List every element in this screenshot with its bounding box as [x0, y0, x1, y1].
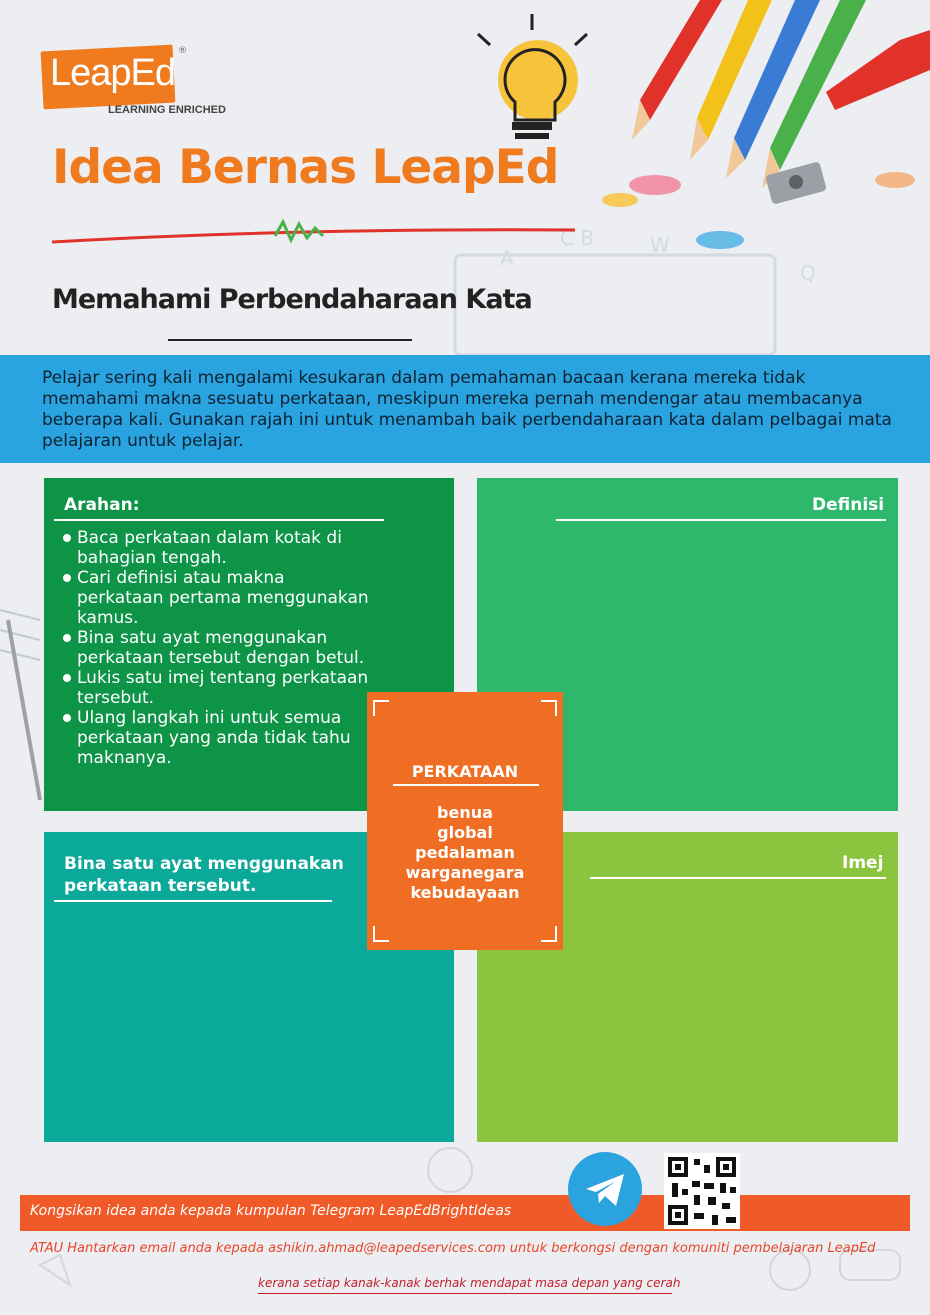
light-bulb-icon	[478, 14, 587, 139]
tagline-underline	[258, 1293, 672, 1294]
arahan-heading: Arahan:	[64, 495, 140, 515]
svg-text:Q: Q	[800, 261, 816, 285]
word-item: warganegara	[405, 863, 525, 882]
list-item: Lukis satu imej tentang perkataan tersebut.	[60, 668, 370, 708]
arahan-underline	[54, 519, 384, 521]
perkataan-box	[367, 692, 563, 950]
svg-text:C B: C B	[560, 226, 595, 250]
word-list	[367, 803, 563, 903]
ayat-underline	[54, 900, 332, 902]
definisi-heading: Definisi	[812, 495, 885, 515]
logo-brand: LeapEd	[50, 52, 176, 94]
perkataan-heading: PERKATAAN	[411, 762, 519, 781]
corner-mark	[541, 700, 557, 716]
imej-underline	[590, 877, 886, 879]
corner-mark	[373, 700, 389, 716]
notebook-illustration	[0, 610, 40, 800]
imej-heading: Imej	[842, 853, 884, 873]
definisi-underline	[556, 519, 886, 521]
email-instruction: ATAU Hantarkan email anda kepada ashikin.ahmad@leapedservices.com untuk berkongsi dengan komuniti pembelajaran LeapEd	[30, 1241, 876, 1256]
list-item: Ulang langkah ini untuk semua perkataan yang anda tidak tahu maknanya.	[60, 708, 370, 768]
instruction-list	[60, 528, 370, 768]
footer-tagline: kerana setiap kanak-kanak berhak mendapat masa depan yang cerah	[258, 1276, 681, 1290]
logo-registered: ®	[178, 46, 187, 56]
page-subtitle: Memahami Perbendaharaan Kata	[52, 284, 532, 315]
page-title: Idea Bernas LeapEd	[52, 140, 559, 195]
qr-code[interactable]	[664, 1153, 740, 1229]
pencil-shavings	[602, 172, 915, 249]
word-item: pedalaman	[415, 843, 515, 862]
qr-code-icon	[664, 1153, 740, 1229]
telegram-invite: Kongsikan idea anda kepada kumpulan Telegram LeapEdBrightIdeas	[30, 1203, 512, 1219]
telegram-plane-icon	[568, 1152, 642, 1226]
word-item: global	[437, 823, 493, 842]
list-item: Bina satu ayat menggunakan perkataan tersebut dengan betul.	[60, 628, 370, 668]
intro-text: Pelajar sering kali mengalami kesukaran dalam pemahaman bacaan kerana mereka tidak memahami makna sesuatu perkataan, meskipun mereka pernah mendengar atau membacanya beberapa kali. Gunakan rajah ini untuk menambah baik perbendaharaan kata dalam pelbagai mata pelajaran untuk pelajar.	[42, 368, 892, 451]
logo-tagline: LEARNING ENRICHED	[108, 104, 226, 116]
perkataan-underline	[393, 784, 539, 786]
telegram-icon[interactable]	[568, 1152, 642, 1226]
word-item: benua	[437, 803, 493, 822]
corner-mark	[541, 926, 557, 942]
corner-mark	[373, 926, 389, 942]
svg-text:A: A	[500, 246, 514, 270]
pencils-illustration	[632, 0, 930, 188]
ayat-heading: Bina satu ayat menggunakan perkataan tersebut.	[64, 854, 344, 896]
list-item: Cari definisi atau makna perkataan pertama menggunakan kamus.	[60, 568, 370, 628]
list-item: Baca perkataan dalam kotak di bahagian tengah.	[60, 528, 370, 568]
word-item: kebudayaan	[410, 883, 520, 902]
svg-text:W: W	[650, 233, 670, 257]
